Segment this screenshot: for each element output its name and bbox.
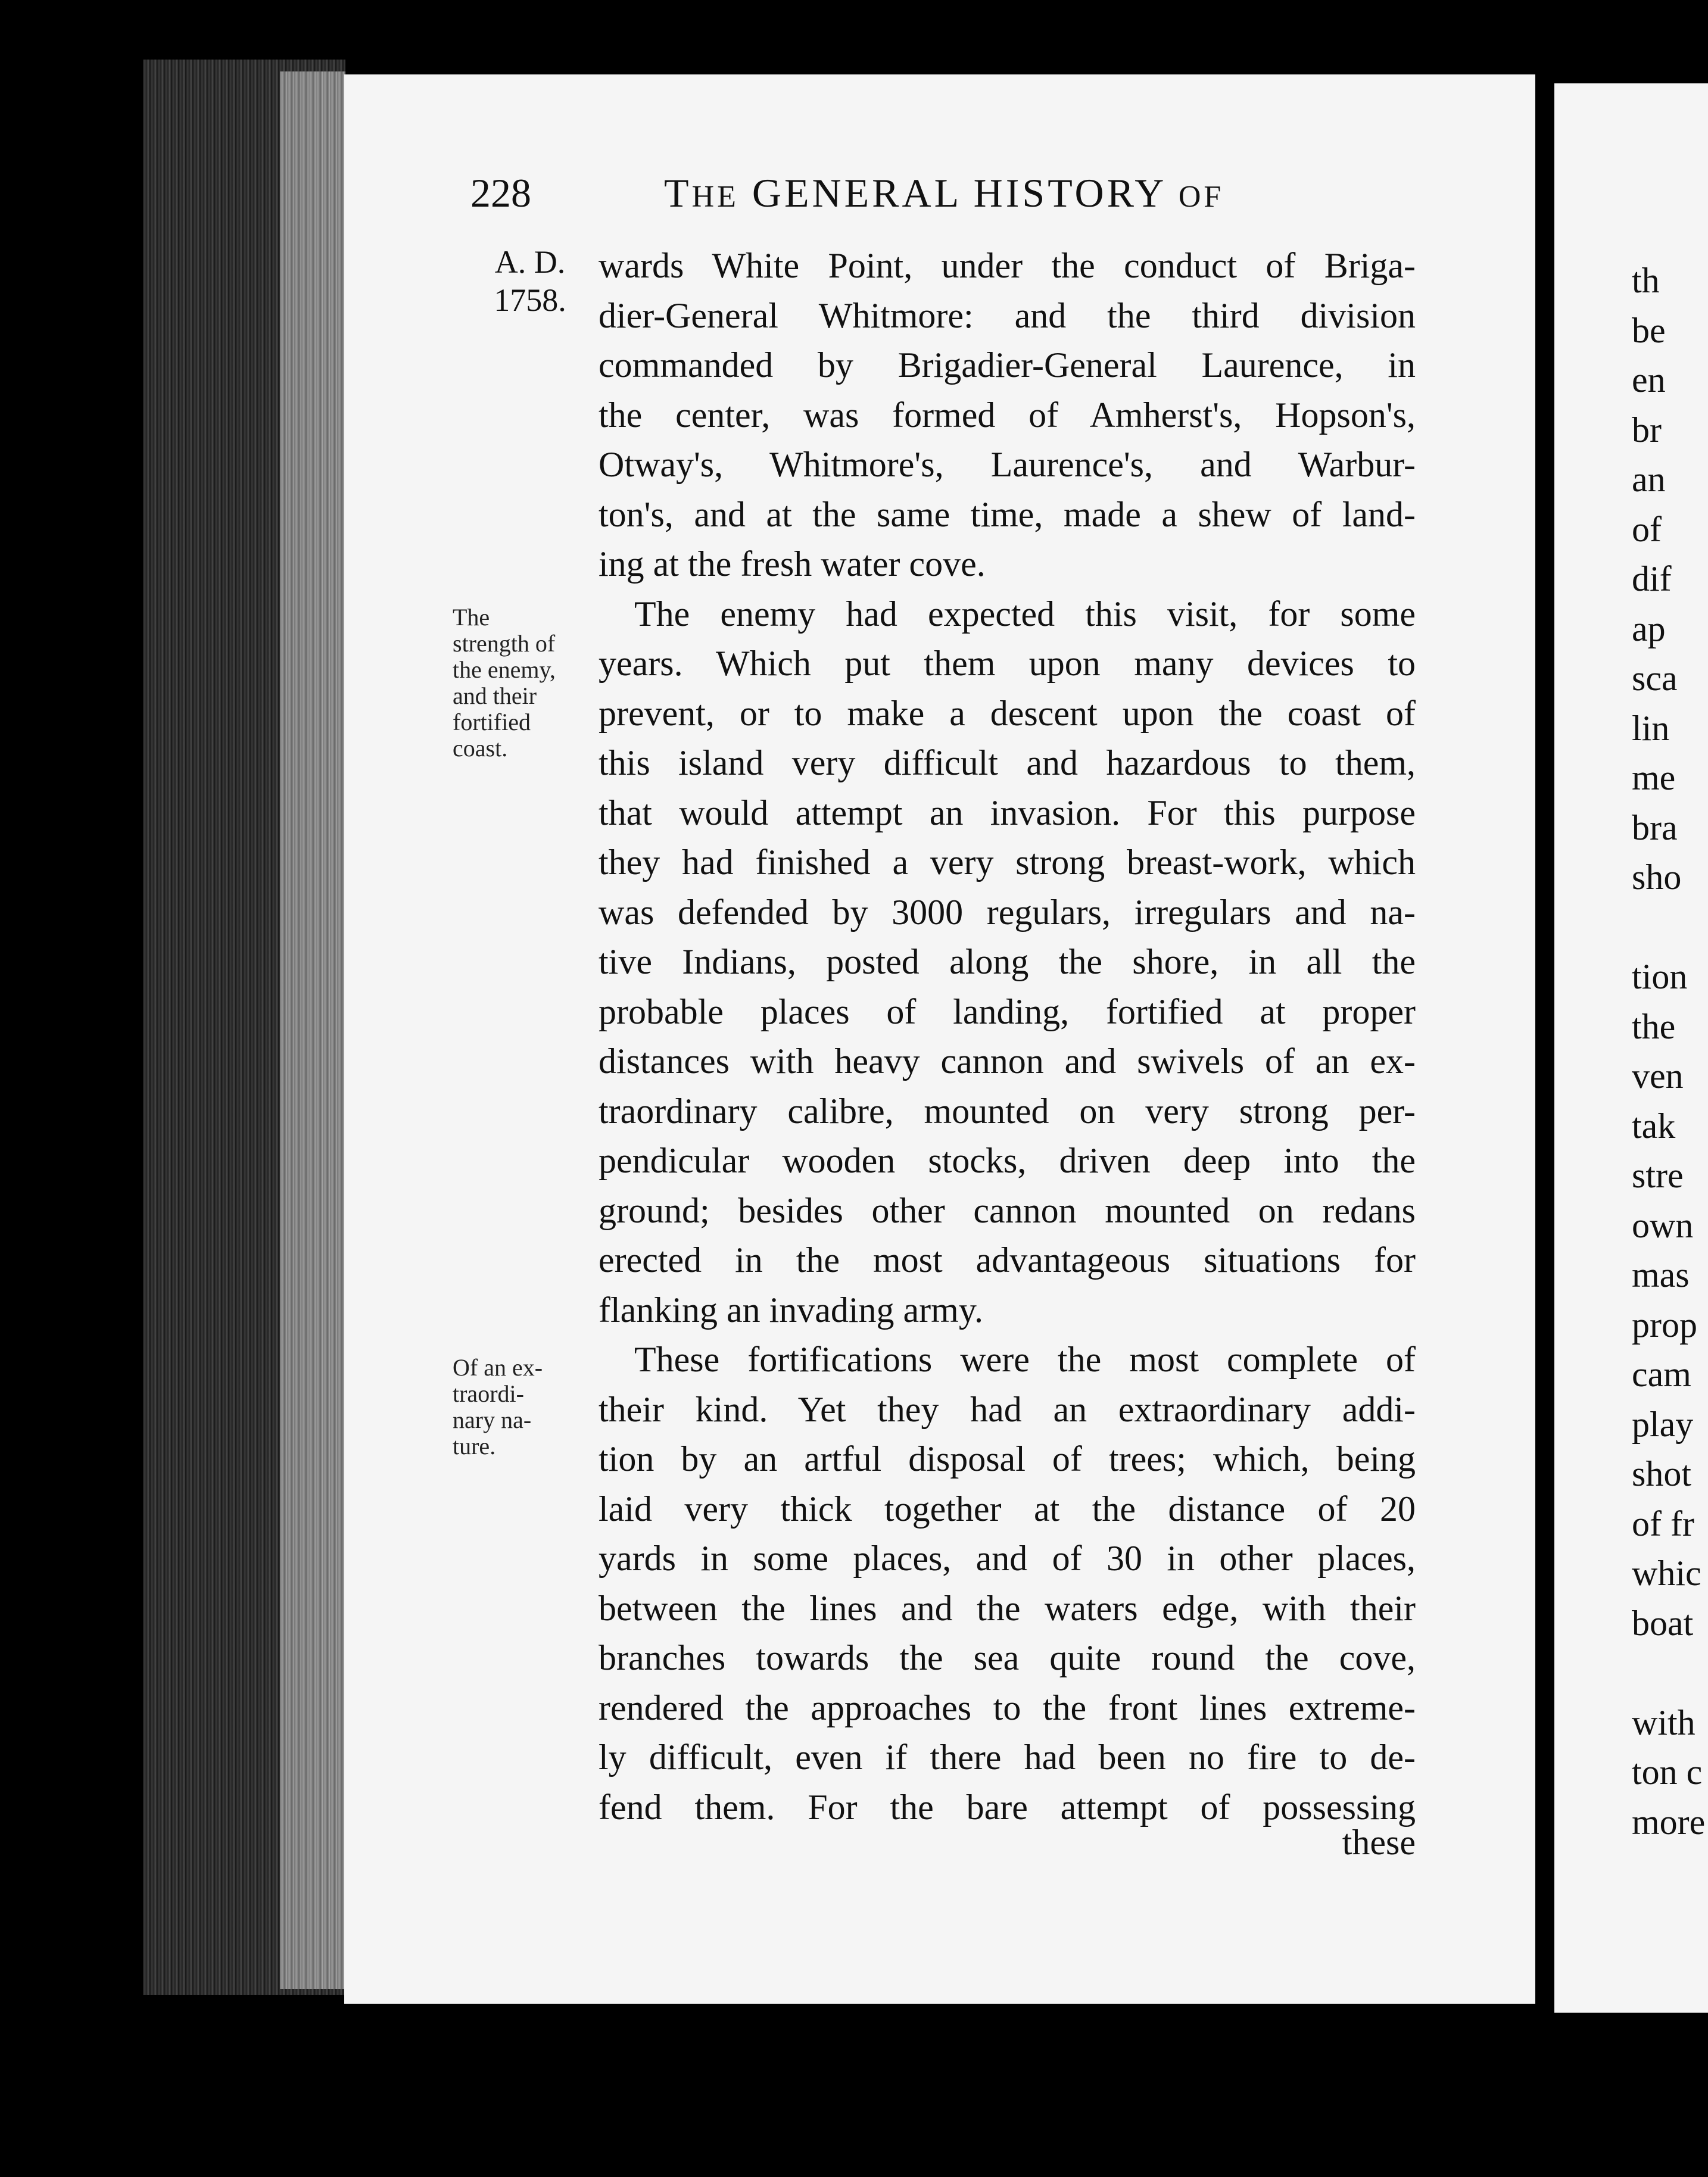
facing-line: boat (1632, 1603, 1694, 1643)
facing-line: me (1632, 758, 1676, 797)
facing-line: sho (1632, 857, 1682, 897)
facing-line: of fr (1632, 1504, 1694, 1543)
running-head-of: OF (1178, 180, 1224, 214)
year-line-1: A. D. (494, 244, 566, 280)
text-line: branches towards the sea quite round the cove, (599, 1638, 1416, 1677)
year-line-2: 1758. (494, 282, 566, 318)
text-line: this island very difficult and hazardous to them, (599, 743, 1416, 782)
text-line: tion by an artful disposal of trees; which, being (599, 1439, 1416, 1479)
text-line: yards in some places, and of 30 in other places, (599, 1539, 1416, 1578)
facing-line: an (1632, 460, 1666, 499)
text-line: dier-General Whitmore: and the third division (599, 295, 1416, 335)
running-head (664, 170, 1224, 217)
facing-line: tak (1632, 1106, 1676, 1146)
running-head-he: HE (691, 180, 739, 214)
facing-line: ton c (1632, 1752, 1703, 1792)
text-line: distances with heavy cannon and swivels of an ex- (599, 1041, 1416, 1081)
facing-line: whic (1632, 1554, 1701, 1593)
facing-line: the (1632, 1006, 1676, 1046)
text-line: These fortifications were the most complete of (634, 1340, 1416, 1379)
facing-line: shot (1632, 1454, 1692, 1493)
text-line: traordinary calibre, mounted on very strong per- (599, 1091, 1416, 1131)
text-line: prevent, or to make a descent upon the coast of (599, 693, 1416, 733)
facing-line: lin (1632, 708, 1670, 748)
margin-note-line: Of an ex- (453, 1354, 543, 1381)
facing-line: en (1632, 360, 1666, 400)
text-line: wards White Point, under the conduct of Briga- (599, 246, 1416, 285)
page-header (470, 170, 1423, 223)
text-line: ing at the fresh water cove. (599, 544, 986, 584)
facing-line: of (1632, 509, 1662, 549)
facing-line: bra (1632, 807, 1678, 847)
text-line: that would attempt an invasion. For this purpose (599, 793, 1416, 832)
text-line: erected in the most advantageous situations for (599, 1240, 1416, 1280)
facing-line: sca (1632, 659, 1678, 698)
facing-line: with (1632, 1702, 1695, 1742)
text-line: ly difficult, even if there had been no fire to de- (599, 1738, 1416, 1777)
text-line: was defended by 3000 regulars, irregulars and na- (599, 892, 1416, 932)
running-head-main: GENERAL HISTORY (752, 170, 1165, 216)
facing-line: tion (1632, 957, 1688, 996)
body-text (599, 241, 1416, 1832)
margin-note-line: traordi- (453, 1380, 524, 1407)
margin-note-line: coast. (453, 735, 508, 762)
text-line: Otway's, Whitmore's, Laurence's, and Warbur- (599, 445, 1416, 484)
text-line: fend them. For the bare attempt of possessing (599, 1787, 1416, 1827)
text-line: commanded by Brigadier-General Laurence, in (599, 345, 1416, 385)
margin-note-line: strength of (453, 630, 556, 657)
running-head-t: T (664, 170, 692, 216)
page-number: 228 (470, 170, 531, 216)
facing-line: dif (1632, 559, 1672, 598)
facing-line: mas (1632, 1255, 1690, 1295)
margin-note-line: the enemy, (453, 656, 556, 683)
text-line: years. Which put them upon many devices to (599, 644, 1416, 683)
margin-note-line: The (453, 604, 490, 631)
text-line: ton's, and at the same time, made a shew of land- (599, 494, 1416, 534)
text-line: the center, was formed of Amherst's, Hopson's, (599, 395, 1416, 435)
text-line: pendicular wooden stocks, driven deep into the (599, 1141, 1416, 1180)
text-line: between the lines and the waters edge, with their (599, 1588, 1416, 1628)
margin-note-line: nary na- (453, 1406, 532, 1433)
year-marginal (476, 243, 584, 319)
text-line: they had finished a very strong breast-work, which (599, 843, 1416, 882)
text-line: rendered the approaches to the front lines extreme- (599, 1688, 1416, 1727)
facing-line: own (1632, 1205, 1694, 1245)
text-line: tive Indians, posted along the shore, in all the (599, 942, 1416, 981)
facing-spacer (1632, 1648, 1705, 1698)
facing-line: ap (1632, 609, 1666, 648)
text-line: probable places of landing, fortified at proper (599, 991, 1416, 1031)
margin-note-line: and their (453, 682, 537, 709)
margin-note-extraordinary (453, 1355, 590, 1459)
margin-note-line: ture. (453, 1433, 496, 1459)
facing-line: more (1632, 1802, 1706, 1842)
facing-line: stre (1632, 1156, 1684, 1195)
facing-page-text (1632, 256, 1705, 1847)
facing-line: th (1632, 261, 1660, 300)
text-line: their kind. Yet they had an extraordinary addi- (599, 1389, 1416, 1429)
facing-spacer (1632, 903, 1705, 953)
margin-note-strength (453, 604, 590, 762)
facing-line: ven (1632, 1056, 1684, 1096)
page-edges (280, 71, 345, 1989)
text-line: laid very thick together at the distance of 20 (599, 1489, 1416, 1529)
margin-note-line: fortified (453, 709, 531, 735)
catchword: these (1342, 1823, 1416, 1862)
text-line: ground; besides other cannon mounted on redans (599, 1190, 1416, 1230)
facing-line: br (1632, 410, 1662, 450)
facing-line: be (1632, 310, 1666, 350)
facing-line: cam (1632, 1355, 1691, 1394)
text-line: The enemy had expected this visit, for some (634, 594, 1416, 634)
facing-line: prop (1632, 1305, 1697, 1345)
text-line: flanking an invading army. (599, 1290, 983, 1330)
facing-line: play (1632, 1404, 1694, 1444)
